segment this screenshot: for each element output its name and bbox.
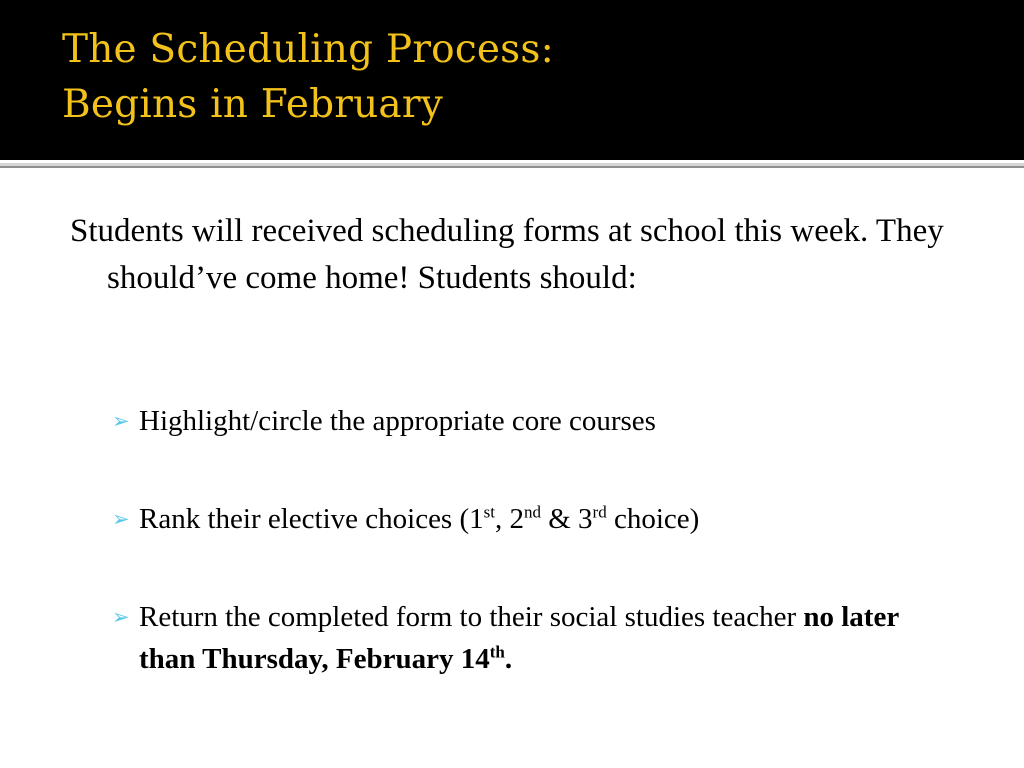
ordinal-suffix: nd — [523, 502, 541, 522]
title-divider-dark — [0, 166, 1024, 168]
bullet-text: Highlight/circle the appropriate core courses — [139, 405, 656, 437]
ordinal-suffix: rd — [592, 502, 607, 522]
bullet-item-core-courses — [112, 400, 912, 442]
arrow-bullet-icon: ➢ — [112, 409, 130, 433]
intro-paragraph: Students will received scheduling forms at school this week. They should’ve come home! Students should: — [70, 213, 944, 296]
deadline-text-part: no later than Thursday, February 14 — [139, 601, 899, 675]
title-line-2: Begins in February — [62, 82, 443, 127]
title-line-1: The Scheduling Process: — [62, 27, 554, 72]
bullet-text — [112, 498, 912, 540]
bullet-text-part: choice) — [606, 503, 700, 535]
bullet-text — [112, 596, 912, 680]
slide-title — [62, 22, 554, 132]
arrow-bullet-icon: ➢ — [112, 507, 130, 531]
bullet-text-part: Return the completed form to their social studies teacher — [139, 601, 804, 633]
bullet-item-return-form — [112, 596, 912, 680]
deadline-period: . — [504, 643, 513, 675]
bullet-text-part: Rank their elective choices (1 — [139, 503, 484, 535]
bullet-item-elective-choices — [112, 498, 912, 540]
bullet-text-part: & 3 — [540, 503, 593, 535]
bullet-text-part: , 2 — [494, 503, 524, 535]
ordinal-suffix: th — [489, 642, 505, 662]
title-band — [0, 0, 1024, 160]
arrow-bullet-icon: ➢ — [112, 605, 130, 629]
ordinal-suffix: st — [483, 502, 495, 522]
